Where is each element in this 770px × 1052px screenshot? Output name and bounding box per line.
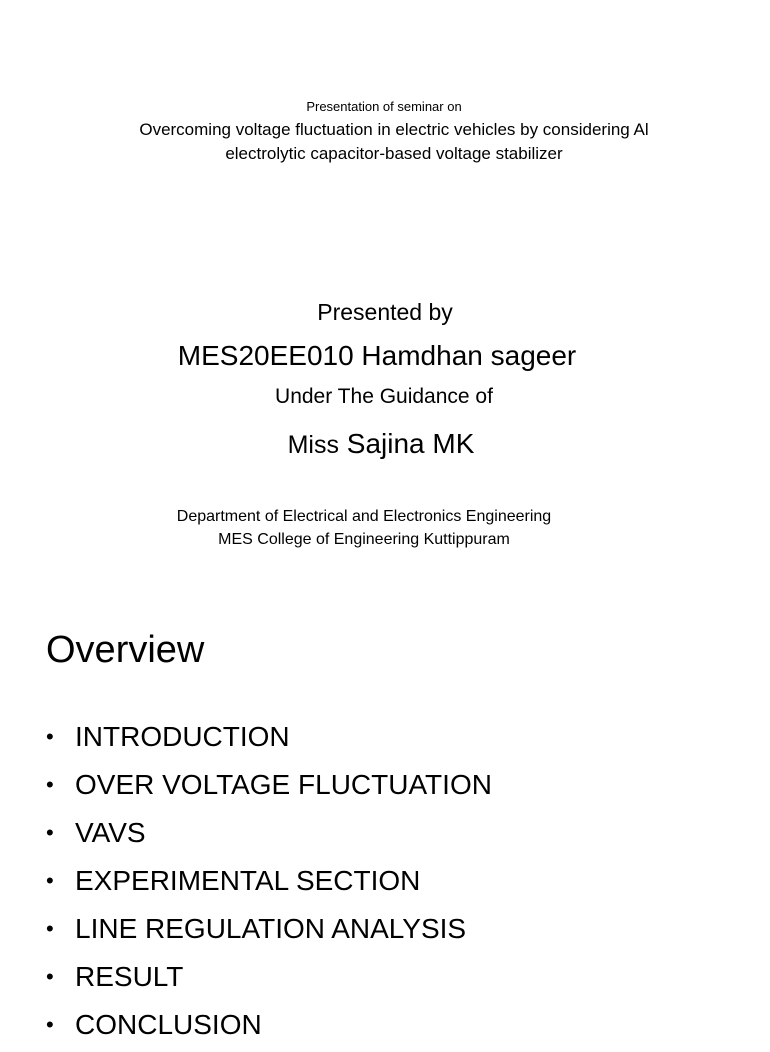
list-item-text: EXPERIMENTAL SECTION xyxy=(75,865,421,896)
list-item xyxy=(46,860,492,908)
college-name: MES College of Engineering Kuttippuram xyxy=(218,531,510,548)
guide-name: Sajina MK xyxy=(346,428,475,459)
overview-title: Overview xyxy=(46,629,205,671)
bullet-icon: • xyxy=(46,964,54,989)
department-name: Department of Electrical and Electronics Engineering xyxy=(176,508,552,525)
guide-name-line xyxy=(0,425,762,464)
bullet-icon: • xyxy=(46,916,54,941)
bullet-icon: • xyxy=(46,820,54,845)
list-item-text: LINE REGULATION ANALYSIS xyxy=(75,913,467,944)
list-item xyxy=(46,812,492,860)
list-item xyxy=(46,956,492,1004)
student-name: MES20EE010 Hamdhan sageer xyxy=(177,340,577,371)
bullet-icon: • xyxy=(46,724,54,749)
list-item xyxy=(46,716,492,764)
list-item-text: INTRODUCTION xyxy=(75,721,290,752)
list-item xyxy=(46,764,492,812)
bullet-icon: • xyxy=(46,868,54,893)
list-item-text: VAVS xyxy=(75,817,146,848)
seminar-topic: Overcoming voltage fluctuation in electric vehicles by considering Al electrolytic capacitor-based voltage stabilizer xyxy=(139,120,649,163)
seminar-intro: Presentation of seminar on xyxy=(306,99,462,114)
presented-by-label: Presented by xyxy=(317,299,453,325)
list-item xyxy=(46,1004,492,1052)
list-item-text: OVER VOLTAGE FLUCTUATION xyxy=(75,769,492,800)
list-item xyxy=(46,908,492,956)
list-item-text: RESULT xyxy=(75,961,184,992)
bullet-icon: • xyxy=(46,1012,54,1037)
overview-list xyxy=(46,716,492,1052)
bullet-icon: • xyxy=(46,772,54,797)
list-item-text: CONCLUSION xyxy=(75,1009,262,1040)
department-block xyxy=(0,505,728,551)
overview-slide xyxy=(0,590,768,1040)
guidance-label: Under The Guidance of xyxy=(275,385,493,408)
guide-honorific: Miss xyxy=(287,431,339,459)
